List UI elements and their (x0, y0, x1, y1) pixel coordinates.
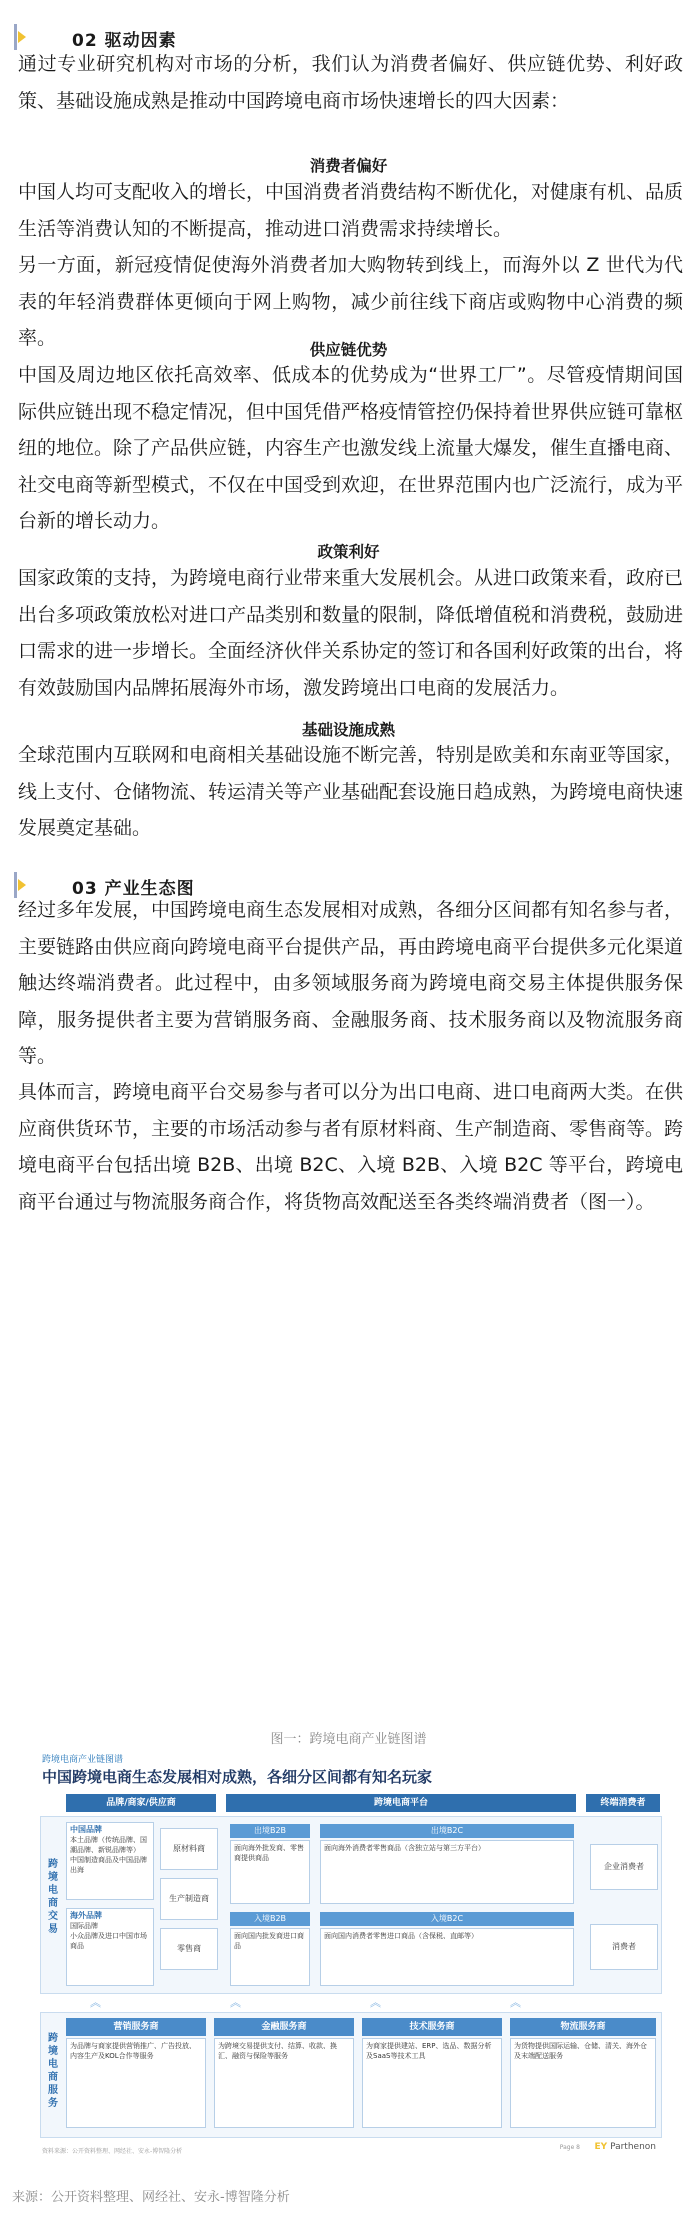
ecosystem-paragraph-1: 经过多年发展，中国跨境电商生态发展相对成熟，各细分区间都有知名参与者，主要链路由供应商向跨境电商平台提供产品，再由跨境电商平台提供多元化渠道触达终端消费者。此过程中，由多领域服务商为跨境电商交易主体提供服务保障，服务提供者主要为营销服务商、金融服务商、技术服务商以及物流服务商等。 (18, 899, 684, 1067)
header-consumers: 终端消费者 (586, 1794, 660, 1812)
header-suppliers: 品牌/商家/供应商 (66, 1794, 216, 1812)
service-tech-text: 为商家提供建站、ERP、选品、数据分析及SaaS等技术工具 (362, 2038, 502, 2128)
consumer-enterprise: 企业消费者 (590, 1844, 658, 1890)
chevron-up-icon: ︽ (510, 1996, 523, 2009)
header-platforms: 跨境电商平台 (226, 1794, 576, 1812)
heading-text: 03 产业生态图 (72, 879, 195, 899)
service-finance-header: 金融服务商 (214, 2018, 354, 2036)
supplier-role-raw: 原材料商 (160, 1828, 218, 1870)
supplier-group-china: 中国品牌 本土品牌（传统品牌、国潮品牌、新锐品牌等） 中国制造商品及中国品牌出海 (66, 1822, 154, 1900)
platform-import-b2b: 面向国内批发商进口商品 (230, 1928, 310, 1986)
heading-bar (14, 24, 17, 50)
platform-export-b2b-label: 出境B2B (230, 1824, 310, 1838)
service-logistics-header: 物流服务商 (510, 2018, 656, 2036)
service-tech-header: 技术服务商 (362, 2018, 502, 2036)
supply-paragraph: 中国及周边地区依托高效率、低成本的优势成为“世界工厂”。尽管疫情期间国际供应链出现不稳定情况，但中国凭借严格疫情管控仍保持着世界供应链可靠枢纽的地位。除了产品供应链，内容生产也激发线上流量大爆发，催生直播电商、社交电商等新型模式，不仅在中国受到欢迎，在世界范围内也广泛流行，成为平台新的增长动力。 (18, 364, 684, 532)
figure-tag: 跨境电商产业链图谱 (42, 1755, 124, 1765)
infra-paragraph: 全球范围内互联网和电商相关基础设施不断完善，特别是欧美和东南亚等国家，线上支付、仓储物流、转运清关等产业基础配套设施日趋成熟，为跨境电商快速发展奠定基础。 (18, 744, 684, 839)
intro-paragraph: 通过专业研究机构对市场的分析，我们认为消费者偏好、供应链优势、利好政策、基础设施成熟是推动中国跨境电商市场快速增长的四大因素： (18, 53, 683, 112)
service-logistics-text: 为货物提供国际运输、仓储、清关、海外仓及末端配送服务 (510, 2038, 656, 2128)
platform-import-b2c-label: 入境B2C (320, 1912, 574, 1926)
platform-export-b2c-label: 出境B2C (320, 1824, 574, 1838)
subheading-policy: 政策利好 (317, 543, 380, 561)
subheading-supply: 供应链优势 (309, 341, 388, 359)
ey-logo: EY Parthenon (594, 2142, 656, 2152)
platform-import-b2c: 面向国内消费者零售进口商品（含保税、直邮等） (320, 1928, 574, 1986)
heading-triangle-icon (18, 31, 26, 43)
platform-import-b2b-label: 入境B2B (230, 1912, 310, 1926)
heading-bar (14, 872, 17, 898)
heading-text: 02 驱动因素 (72, 31, 177, 51)
figure-footnote: 资料来源：公开资料整理、网经社、安永-博智隆分析 (42, 2148, 183, 2155)
services-vertical-label: 跨境电商服务 (48, 2033, 58, 2109)
figure-caption: 图一：跨境电商产业链图谱 (270, 1732, 427, 1747)
heading-triangle-icon (18, 879, 26, 891)
chevron-up-icon: ︽ (230, 1996, 243, 2009)
consumer-paragraph-2: 另一方面，新冠疫情促使海外消费者加大购物转到线上，而海外以 Z 世代为代表的年轻消费群体更倾向于网上购物，减少前往线下商店或购物中心消费的频率。 (18, 254, 683, 349)
platform-export-b2c: 面向海外消费者零售商品（含独立站与第三方平台） (320, 1840, 574, 1904)
figure-title: 中国跨境电商生态发展相对成熟，各细分区间都有知名玩家 (42, 1768, 433, 1786)
chevron-up-icon: ︽ (370, 1996, 383, 2009)
chevron-up-icon: ︽ (90, 1996, 103, 2009)
ecosystem-paragraph-2: 具体而言，跨境电商平台交易参与者可以分为出口电商、进口电商两大类。在供应商供货环节，主要的市场活动参与者有原材料商、生产制造商、零售商等。跨境电商平台包括出境 B2B、出境 B2C、入境 B2B、入境 B2C 等平台，跨境电商平台通过与物流服务商合作，将货物高效配送至各类终端消费者（图一）。 (18, 1081, 684, 1213)
supplier-role-manufacturer: 生产制造商 (160, 1878, 218, 1920)
service-finance-text: 为跨境交易提供支付、结算、收款、换汇、融资与保险等服务 (214, 2038, 354, 2128)
consumer-paragraph-1: 中国人均可支配收入的增长，中国消费者消费结构不断优化，对健康有机、品质生活等消费认知的不断提高，推动进口消费需求持续增长。 (18, 181, 684, 240)
subheading-infra: 基础设施成熟 (301, 721, 395, 739)
platform-export-b2b: 面向海外批发商、零售商提供商品 (230, 1840, 310, 1904)
policy-paragraph: 国家政策的支持，为跨境电商行业带来重大发展机会。从进口政策来看，政府已出台多项政策放松对进口产品类别和数量的限制，降低增值税和消费税，鼓励进口需求的进一步增长。全面经济伙伴关系协定的签订和各国利好政策的出台，将有效鼓励国内品牌拓展海外市场，激发跨境出口电商的发展活力。 (18, 567, 684, 699)
service-marketing-header: 营销服务商 (66, 2018, 206, 2036)
figure-page-number: Page 8 (559, 2144, 580, 2151)
source-note: 来源：公开资料整理、网经社、安永-博智隆分析 (12, 2190, 290, 2205)
supplier-role-retailer: 零售商 (160, 1928, 218, 1970)
figure-canvas (30, 1748, 670, 2164)
supplier-group-overseas: 海外品牌 国际品牌 小众品牌及进口中国市场商品 (66, 1908, 154, 1986)
service-marketing-text: 为品牌与商家提供营销推广、广告投放、内容生产及KOL合作等服务 (66, 2038, 206, 2128)
industry-chain-figure (0, 1728, 697, 2198)
consumer-individual: 消费者 (590, 1924, 658, 1970)
transaction-vertical-label: 跨境电商交易 (48, 1859, 58, 1935)
subheading-consumer: 消费者偏好 (309, 157, 388, 175)
